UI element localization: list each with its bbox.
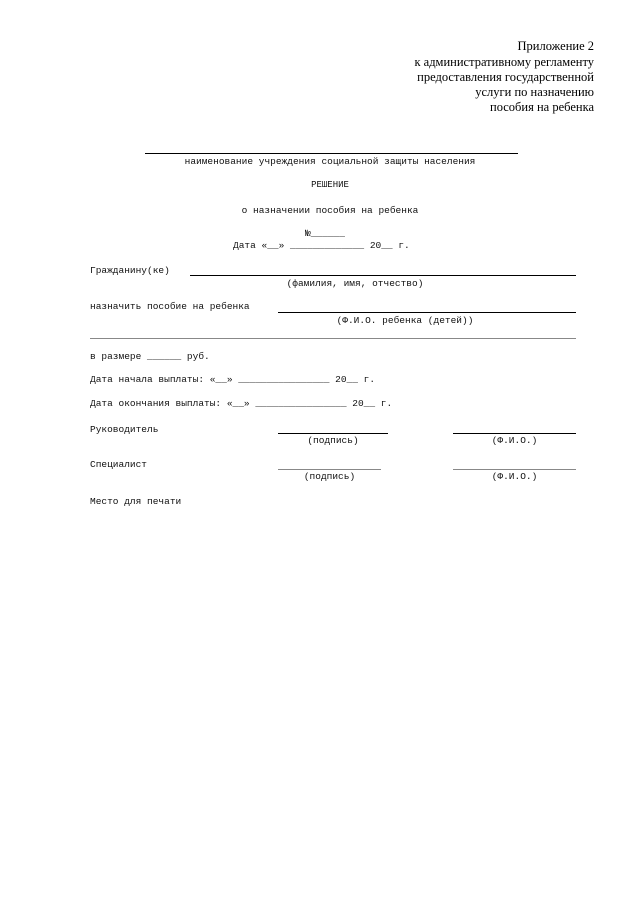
start-date-line: Дата начала выплаты: «__» ________________ 20__ г. (90, 374, 376, 385)
specialist-name-caption: (Ф.И.О.) (491, 471, 538, 482)
child-caption: (Ф.И.О. ребенка (детей)) (336, 315, 474, 326)
specialist-name-line (453, 469, 576, 470)
section-divider (90, 338, 576, 339)
appendix-line-service: услуги по назначению (475, 85, 594, 99)
citizen-name-line (190, 275, 576, 276)
specialist-label: Специалист (90, 459, 148, 470)
appendix-line-regulation: к административному регламенту (414, 55, 594, 69)
assign-label: назначить пособие на ребенка (90, 301, 250, 312)
manager-name-caption: (Ф.И.О.) (491, 435, 538, 446)
appendix-line-benefit: пособия на ребенка (490, 100, 594, 114)
manager-signature-line (278, 433, 388, 434)
document-title: РЕШЕНИЕ (311, 180, 349, 190)
specialist-signature-caption: (подпись) (303, 471, 356, 482)
citizen-label: Гражданину(ке) (90, 265, 170, 276)
manager-name-line (453, 433, 576, 434)
citizen-caption: (фамилия, имя, отчество) (286, 278, 424, 289)
manager-signature-caption: (подпись) (307, 435, 359, 446)
institution-caption: наименование учреждения социальной защиты населения (184, 156, 476, 167)
appendix-line-provision: предоставления государственной (417, 70, 594, 84)
appendix-title: Приложение 2 (517, 39, 594, 53)
stamp-place: Место для печати (90, 496, 182, 507)
end-date-line: Дата окончания выплаты: «__» ________________ 20__ г. (90, 398, 393, 409)
document-subtitle: о назначении пособия на ребенка (241, 205, 419, 216)
decision-date: Дата «__» _____________ 20__ г. (233, 240, 410, 251)
decision-number: №______ (305, 228, 345, 239)
child-name-line (278, 312, 576, 313)
amount-line: в размере ______ руб. (90, 351, 210, 362)
specialist-signature-line (278, 469, 381, 470)
institution-name-line (145, 153, 518, 154)
manager-label: Руководитель (90, 424, 159, 435)
